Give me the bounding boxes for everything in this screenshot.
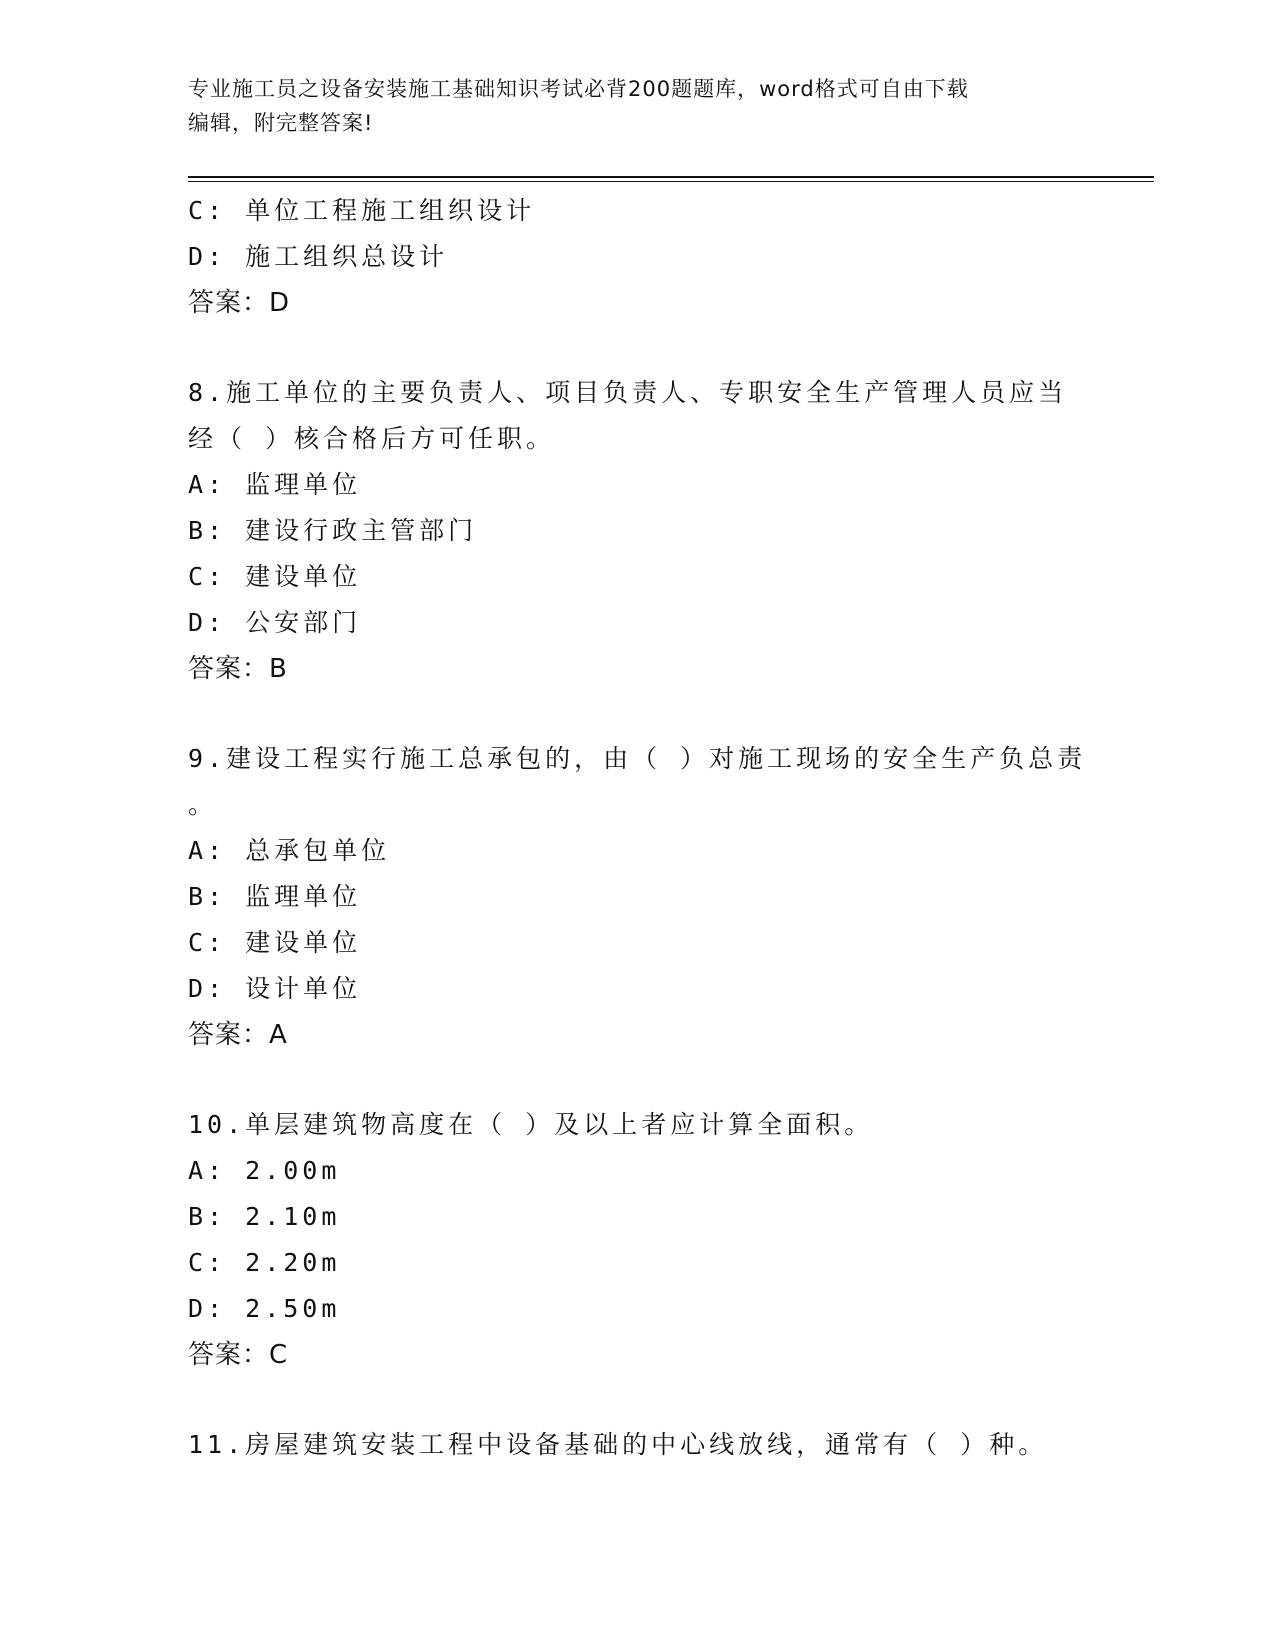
option-a: A: 2.00m: [188, 1156, 341, 1185]
option-d: D: 施工组织总设计: [188, 242, 449, 271]
question-stem-line-1: 8.施工单位的主要负责人、项目负责人、专职安全生产管理人员应当: [188, 378, 1068, 407]
question-stem-line-1: 9.建设工程实行施工总承包的，由（ ）对施工现场的安全生产负总责: [188, 744, 1087, 773]
question-stem-line-2: 。: [188, 790, 218, 819]
option-c: C: 单位工程施工组织设计: [188, 196, 536, 225]
answer-line: 答案：C: [188, 1340, 289, 1370]
spacer: [188, 326, 1088, 370]
question-block-10: [188, 1102, 1088, 1378]
header-title-line-1: 专业施工员之设备安装施工基础知识考试必背200题题库，word格式可自由下载: [188, 77, 969, 101]
option-d: D: 2.50m: [188, 1294, 341, 1323]
option-a: A: 总承包单位: [188, 836, 391, 865]
option-b: B: 2.10m: [188, 1202, 341, 1231]
question-stem-line-1: 10.单层建筑物高度在（ ）及以上者应计算全面积。: [188, 1110, 874, 1139]
option-b: B: 监理单位: [188, 882, 362, 911]
answer-line: 答案：B: [188, 654, 288, 684]
question-block-prev: [188, 188, 1088, 326]
header-title-line-2: 编辑，附完整答案!: [188, 111, 374, 135]
header-divider-thick: [188, 176, 1154, 178]
option-c: C: 建设单位: [188, 562, 362, 591]
option-b: B: 建设行政主管部门: [188, 516, 478, 545]
spacer: [188, 1378, 1088, 1422]
question-stem-line-2: 经（ ）核合格后方可任职。: [188, 424, 556, 453]
question-block-11: [188, 1422, 1088, 1468]
option-d: D: 设计单位: [188, 974, 362, 1003]
spacer: [188, 1058, 1088, 1102]
question-block-9: [188, 736, 1088, 1058]
question-list: [188, 188, 1088, 1468]
answer-line: 答案：D: [188, 288, 291, 318]
option-d: D: 公安部门: [188, 608, 362, 637]
question-stem-line-1: 11.房屋建筑安装工程中设备基础的中心线放线，通常有（ ）种。: [188, 1430, 1048, 1459]
header-divider-thin: [188, 181, 1154, 182]
spacer: [188, 692, 1088, 736]
option-c: C: 2.20m: [188, 1248, 341, 1277]
document-header: [188, 72, 1088, 140]
question-block-8: [188, 370, 1088, 692]
option-a: A: 监理单位: [188, 470, 362, 499]
answer-line: 答案：A: [188, 1020, 288, 1050]
option-c: C: 建设单位: [188, 928, 362, 957]
